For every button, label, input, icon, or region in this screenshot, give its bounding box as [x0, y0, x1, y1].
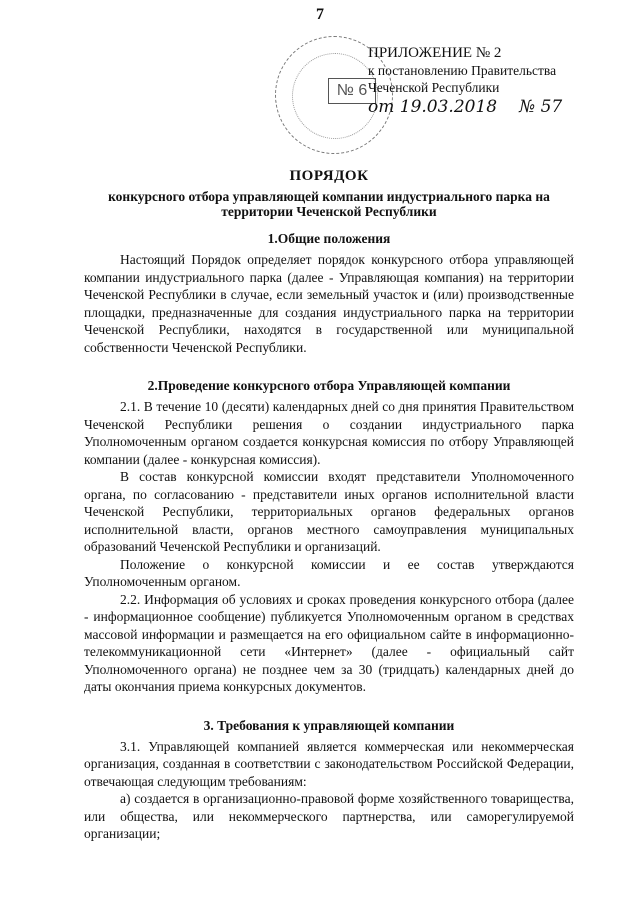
appendix-number: № 57	[519, 97, 563, 117]
section-2-paragraph-3: Положение о конкурсной комиссии и ее состав утверждаются Уполномоченным органом.	[84, 556, 574, 589]
appendix-title: ПРИЛОЖЕНИЕ № 2	[368, 45, 502, 61]
appendix-line-2: Чеченской Республики	[368, 80, 500, 95]
section-2-paragraph-4: 2.2. Информация об условиях и сроках проведения конкурсного отбора (далее - информационное сообщение) публикуется Уполномоченным органом в средствах массовой информации и размещается на его официальном сайте в информационно-телекоммуникационной сети «Интернет» (далее - официальный сайт Уполномоченного органа) не позднее чем за 30 (тридцать) календарных дней до даты окончания приема конкурсных документов.	[84, 591, 574, 694]
appendix-header	[368, 45, 628, 116]
section-2-paragraph-2: В состав конкурсной комиссии входят представители Уполномоченного органа, по согласованию - представители иных органов исполнительной власти Чеченской Республики, территориальных органов федеральных органов исполнительной власти, органов местного самоуправления муниципальных образований Чеченской Республики и организаций.	[84, 469, 574, 554]
section-2-heading: 2.Проведение конкурсного отбора Управляющей компании	[147, 378, 511, 393]
page-number: 7	[316, 6, 324, 23]
appendix-date-line	[368, 99, 628, 116]
section-1-paragraph-1: Настоящий Порядок определяет порядок конкурсного отбора управляющей компании индустриального парка (далее - Управляющая компания) на территории Чеченской Республики в случае, если земельный участок и (или) производственные площадки, предназначенные для создания индустриального парка на территории Чеченской Республики, находятся в государственной или муниципальной собственности Чеченской Республики.	[84, 252, 574, 355]
section-3-heading: 3. Требования к управляющей компании	[203, 717, 455, 733]
document-body	[84, 168, 574, 843]
appendix-line-1: к постановлению Правительства	[368, 63, 557, 78]
section-3-paragraph-2: а) создается в организационно-правовой форме хозяйственного товарищества, или общества, или некоммерческого партнерства, или саморегулируемой организации;	[84, 791, 574, 841]
section-2-paragraph-1: 2.1. В течение 10 (десяти) календарных дней со дня принятия Правительством Чеченской Республики решения о создании индустриального парка Уполномоченным органом создается конкурсная комиссия по отбору Управляющей компании (далее - конкурсная комиссия).	[84, 399, 574, 467]
document-subtitle: конкурсного отбора управляющей компании индустриального парка на территории Чеченской Республики	[108, 189, 550, 219]
appendix-date: от 19.03.2018	[368, 97, 498, 117]
section-1-heading: 1.Общие положения	[267, 231, 391, 246]
document-title: ПОРЯДОК	[289, 168, 369, 184]
registration-stamp: № 6	[328, 78, 376, 104]
section-3-paragraph-1: 3.1. Управляющей компанией является коммерческая или некоммерческая организация, созданная в соответствии с законодательством Российской Федерации, отвечающая следующим требованиям:	[84, 738, 574, 789]
